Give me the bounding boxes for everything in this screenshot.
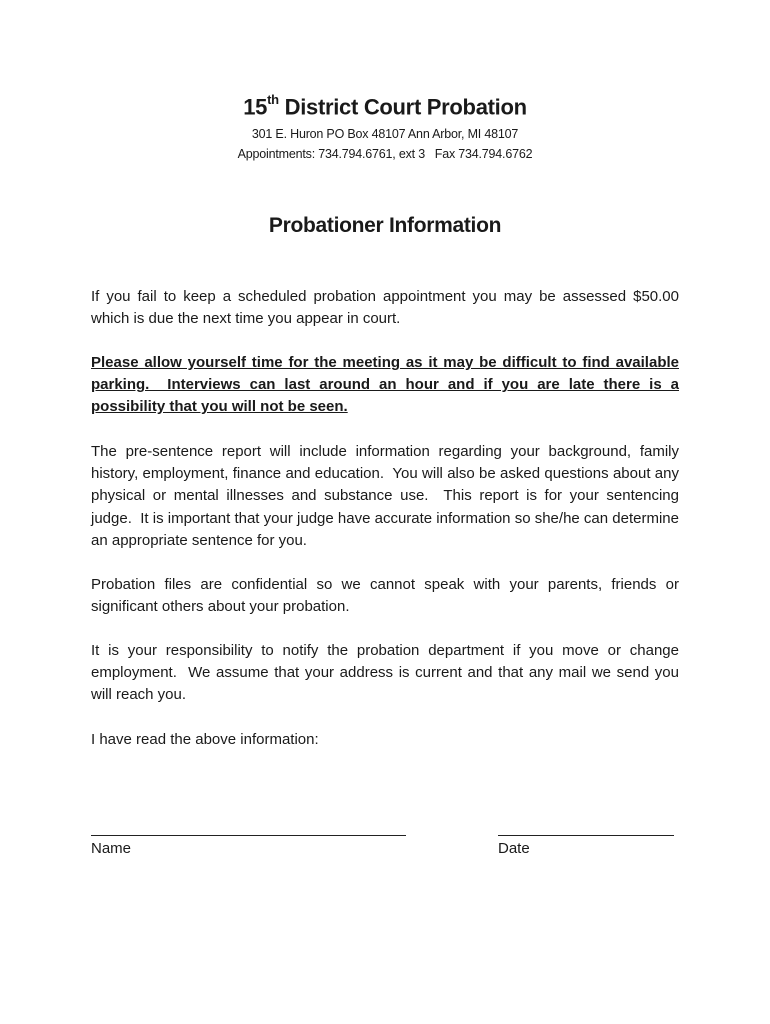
court-contact: Appointments: 734.794.6761, ext 3 Fax 734.794.6762 bbox=[237, 147, 533, 161]
paragraph-acknowledgement: I have read the above information: bbox=[91, 731, 319, 748]
paragraph-notify-changes: It is your responsibility to notify the probation department if you move or change employment. We assume that your address is current and that any mail we send you will reach you. bbox=[91, 642, 679, 704]
court-number: 15 bbox=[243, 94, 268, 120]
document-title: Probationer Information bbox=[268, 214, 502, 237]
court-title bbox=[0, 94, 770, 120]
date-signature-line[interactable] bbox=[498, 835, 674, 836]
paragraph-confidentiality: Probation files are confidential so we cannot speak with your parents, friends or significant others about your probation. bbox=[91, 576, 679, 616]
date-label: Date bbox=[498, 840, 530, 857]
name-label: Name bbox=[91, 840, 132, 857]
paragraph-missed-appointment-fee: If you fail to keep a scheduled probation appointment you may be assessed $50.00 which is due the next time you appear in court. bbox=[91, 288, 679, 328]
court-address: 301 E. Huron PO Box 48107 Ann Arbor, MI 48107 bbox=[251, 127, 519, 141]
paragraph-presentence-report: The pre-sentence report will include information regarding your background, family history, employment, finance and education. You will also be asked questions about any physical or mental illnesses and substance use. This report is for your sentencing judge. It is important that your judge have accurate information so she/he can determine an appropriate sentence for you. bbox=[91, 443, 679, 549]
paragraph-parking-warning: Please allow yourself time for the meeting as it may be difficult to find available parking. Interviews can last around an hour and if you are late there is a possibility that you will not be seen. bbox=[91, 354, 679, 416]
court-name: District Court Probation bbox=[284, 94, 527, 120]
name-signature-line[interactable] bbox=[91, 835, 406, 836]
court-number-suffix: th bbox=[267, 92, 279, 107]
